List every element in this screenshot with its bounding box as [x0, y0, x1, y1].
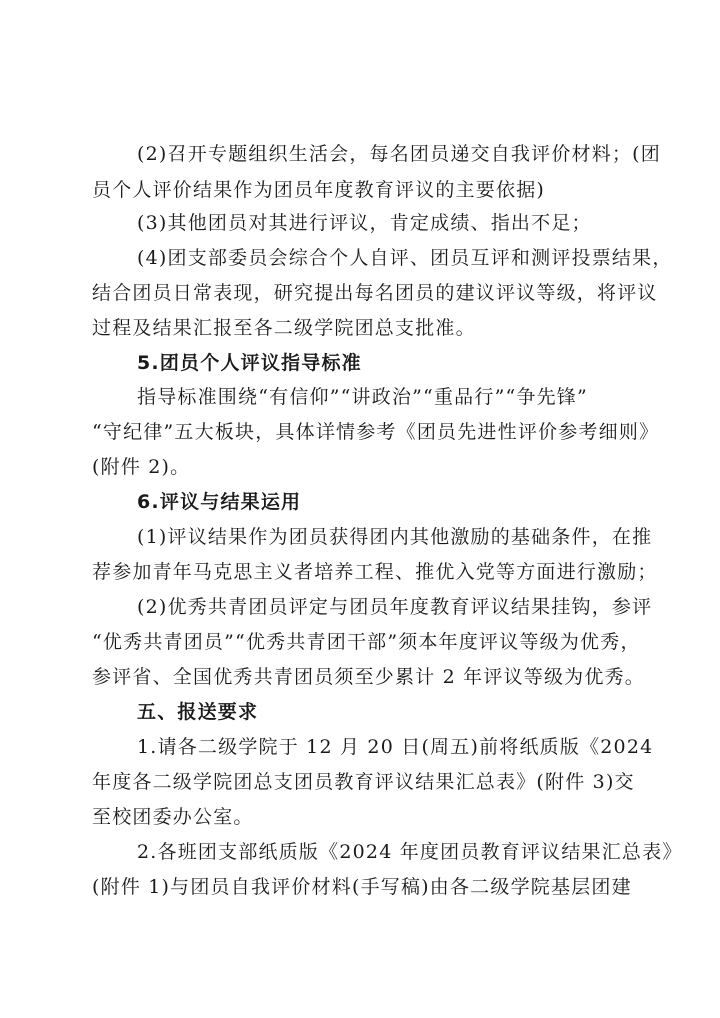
heading-text: 6.评议与结果运用	[137, 491, 302, 513]
text-line: (4)团支部委员会综合个人自评、团员互评和测评投票结果，	[137, 247, 673, 269]
text-line: (2)优秀共青团员评定与团员年度教育评议结果挂钩，参评	[137, 596, 653, 618]
text-line: 参评省、全国优秀共青团员须至少累计 2 年评议等级为优秀。	[92, 666, 645, 688]
heading-text: 5.团员个人评议指导标准	[137, 352, 362, 374]
text-line: 荐参加青年马克思主义者培养工程、推优入党等方面进行激励；	[92, 561, 658, 583]
text-line: 至校团委办公室。	[92, 806, 254, 828]
text-line: (2)召开专题组织生活会，每名团员递交自我评价材料；(团	[137, 143, 661, 165]
text-line: “优秀共青团员”“优秀共青团干部”须本年度评议等级为优秀，	[92, 631, 641, 653]
text-line: 结合团员日常表现，研究提出每名团员的建议评议等级，将评议	[92, 282, 658, 304]
text-line: (1)评议结果作为团员获得团内其他激励的基础条件，在推	[137, 526, 653, 548]
heading-text: 五、报送要求	[137, 701, 259, 723]
text-line: (附件 1)与团员自我评价材料(手写稿)由各二级学院基层团建	[92, 876, 632, 898]
text-line: (3)其他团员对其进行评议，肯定成绩、指出不足；	[137, 212, 592, 234]
text-line: 年度各二级学院团总支团员教育评议结果汇总表》(附件 3)交	[92, 771, 635, 793]
text-line: 1.请各二级学院于 12 月 20 日(周五)前将纸质版《2024	[137, 736, 654, 758]
text-line: 指导标准围绕“有信仰”“讲政治”“重品行”“争先锋”	[137, 386, 588, 408]
text-line: 过程及结果汇报至各二级学院团总支批准。	[92, 317, 476, 339]
text-line: 2.各班团支部纸质版《2024 年度团员教育评议结果汇总表》	[137, 841, 683, 863]
text-line: 员个人评价结果作为团员年度教育评议的主要依据)	[92, 179, 546, 201]
text-line: (附件 2)。	[92, 456, 191, 478]
text-line: “守纪律”五大板块，具体详情参考《团员先进性评价参考细则》	[92, 421, 660, 443]
